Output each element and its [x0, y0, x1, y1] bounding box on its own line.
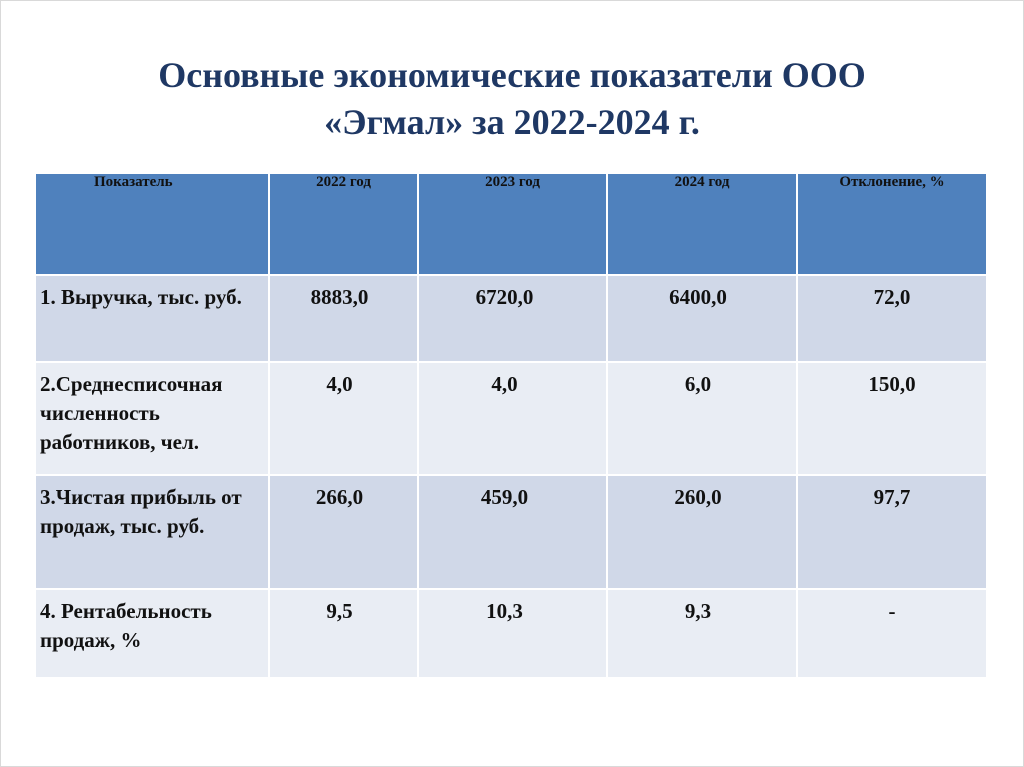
header-2022: 2022 год — [269, 173, 418, 275]
cell-2023: 6720,0 — [418, 275, 607, 362]
cell-indicator: 4. Рентабельность продаж, % — [35, 589, 269, 678]
cell-2024: 6,0 — [607, 362, 797, 475]
cell-2023: 4,0 — [418, 362, 607, 475]
cell-deviation: 150,0 — [797, 362, 987, 475]
cell-indicator: 2.Среднесписочная численность работников, чел. — [35, 362, 269, 475]
cell-indicator: 1. Выручка, тыс. руб. — [35, 275, 269, 362]
cell-indicator: 3.Чистая прибыль от продаж, тыс. руб. — [35, 475, 269, 589]
table-row — [35, 589, 987, 678]
cell-2023: 459,0 — [418, 475, 607, 589]
cell-2024: 6400,0 — [607, 275, 797, 362]
slide-title — [0, 52, 1024, 146]
header-2024: 2024 год — [607, 173, 797, 275]
cell-2024: 260,0 — [607, 475, 797, 589]
header-2023: 2023 год — [418, 173, 607, 275]
cell-2022: 4,0 — [269, 362, 418, 475]
cell-2024: 9,3 — [607, 589, 797, 678]
cell-deviation: 97,7 — [797, 475, 987, 589]
cell-2022: 9,5 — [269, 589, 418, 678]
cell-deviation: 72,0 — [797, 275, 987, 362]
cell-2022: 266,0 — [269, 475, 418, 589]
header-indicator: Показатель — [35, 173, 269, 275]
table-row — [35, 275, 987, 362]
cell-2022: 8883,0 — [269, 275, 418, 362]
title-line-2: «Эгмал» за 2022-2024 г. — [324, 102, 700, 142]
header-deviation: Отклонение, % — [797, 173, 987, 275]
table-row — [35, 362, 987, 475]
title-line-1: Основные экономические показатели ООО — [158, 55, 866, 95]
table-row — [35, 475, 987, 589]
table-header-row — [35, 173, 987, 275]
indicators-table — [34, 172, 988, 679]
cell-2023: 10,3 — [418, 589, 607, 678]
cell-deviation: - — [797, 589, 987, 678]
